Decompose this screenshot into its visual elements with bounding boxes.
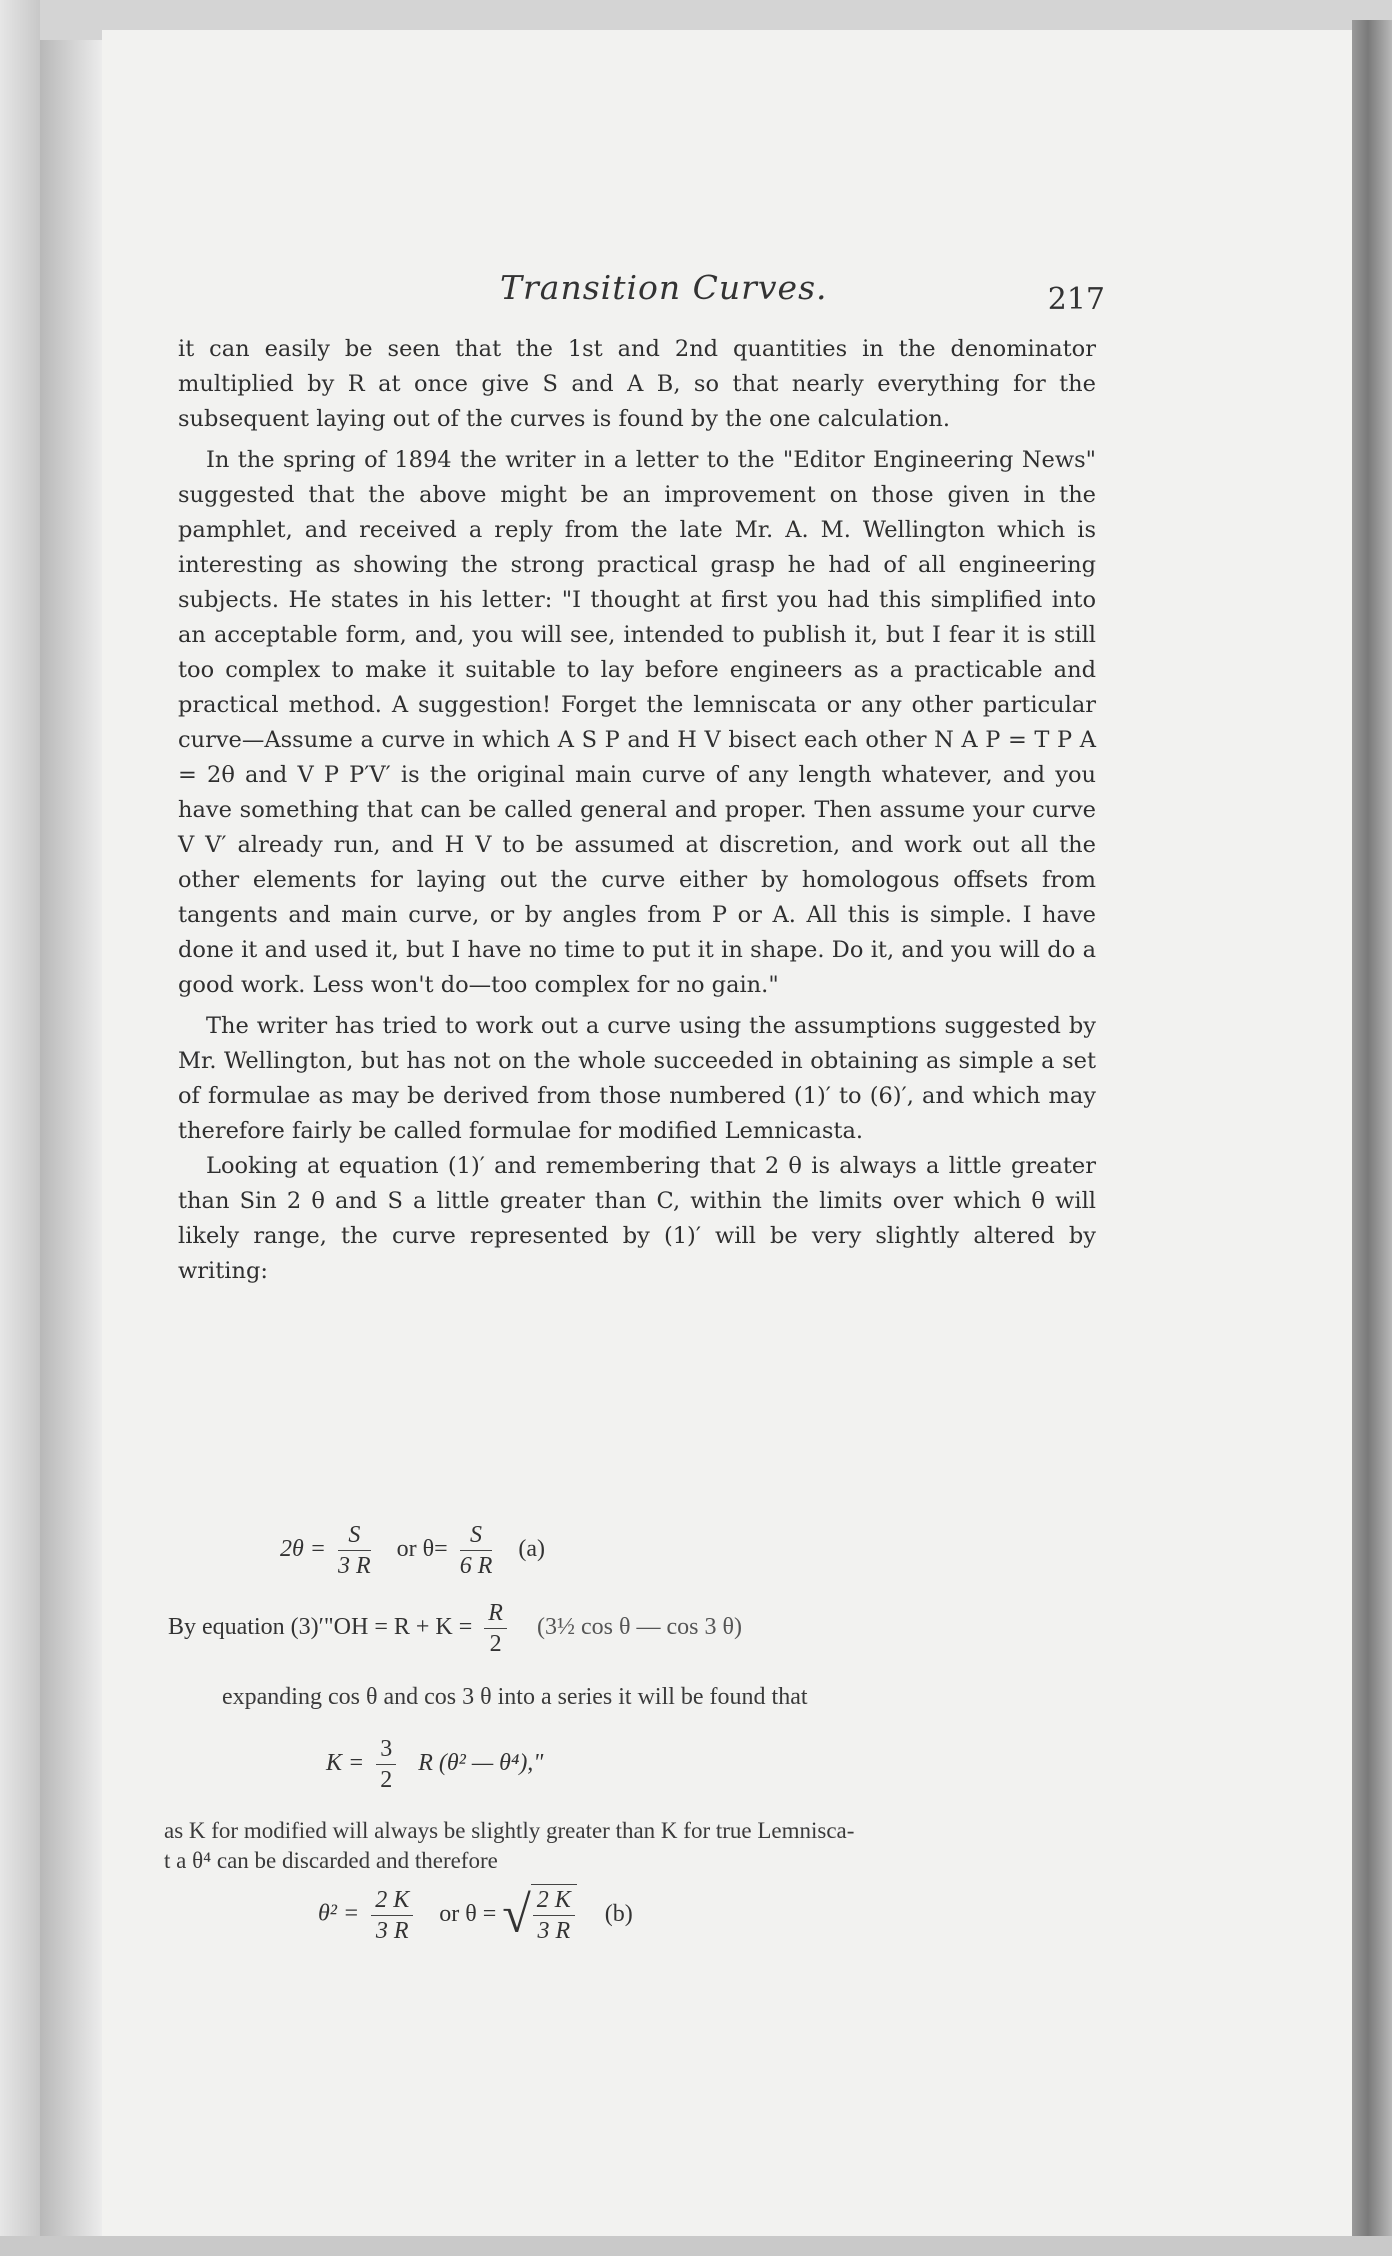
binding-shadow (40, 40, 102, 2240)
equation-a (280, 1520, 545, 1581)
paragraph-3: The writer has tried to work out a curve using the assumptions suggested by Mr. Wellington, but has not on the whole succeeded in obtaining as simple a set of formulae as may be derived from those numbered (1)′ to (6)′, and which may therefore fairly be called formulae for modified Lemnicasta. (178, 1013, 1096, 1144)
square-root (502, 1884, 577, 1946)
equation-k-lhs: K = (326, 1750, 365, 1777)
scan-left-margin (0, 0, 40, 2256)
equation-oh-prefix: By equation (3)′"OH = R + K = (168, 1614, 473, 1641)
paragraph-2: In the spring of 1894 the writer in a letter to the "Editor Engineering News" suggested that the above might be an improvement on those given in the pamphlet, and received a reply from the late Mr. A. M. Wellington which is interesting as showing the strong practical grasp he had of all engineering subjects. He states in his letter: "I thought at first you had this simplified into an acceptable form, and, you will see, intended to publish it, but I fear it is still too complex to make it suitable to lay before engineers as a practicable and practical method. A suggestion! Forget the lemniscata or any other particular curve—Assume a curve in which A S P and H V bisect each other N A P = T P A = 2θ and V P P′V′ is the original main curve of any length whatever, and you have something that can be called general and proper. Then assume your curve V V′ already run, and H V to be assumed at discretion, and work out all the other elements for laying out the curve either by homologous offsets from tangents and main curve, or by angles from P or A. All this is simple. I have done it and used it, but I have no time to put it in shape. Do it, and you will do a good work. Less won't do—too complex for no gain." (178, 447, 1096, 998)
radical-sign: √ (502, 1886, 531, 1944)
fraction: $\frac{R}{2}$ (484, 1598, 507, 1659)
equation-a-lhs: 2θ = (280, 1536, 326, 1563)
equation-oh-rest: (3½ cos θ — cos 3 θ) (536, 1614, 742, 1641)
fraction: $\frac{2 K}{3 R}$ (533, 1885, 575, 1946)
equation-tag: (a) (518, 1536, 545, 1563)
as-k-line-2: t a θ⁴ can be discarded and therefore (164, 1848, 498, 1873)
paragraph-1: it can easily be seen that the 1st and 2nd quantities in the denominator multiplied by R at once give S and A B, so that nearly everything for the subsequent laying out of the curves is found by the one calculation. (178, 336, 1096, 432)
scan-bottom-margin (0, 2236, 1392, 2256)
equation-oh (168, 1598, 742, 1659)
equation-a-or: or θ= (396, 1536, 448, 1563)
equation-k-rest: R (θ² — θ⁴)," (418, 1750, 544, 1777)
equation-k (326, 1734, 543, 1795)
as-k-line-1: as K for modified will always be slightly greater than K for true Lemnisca- (164, 1818, 855, 1843)
fraction: $\frac{S}{6 R}$ (459, 1522, 493, 1579)
running-title: Transition Curves. (500, 268, 828, 307)
equation-b (318, 1884, 633, 1946)
body-text (178, 332, 1096, 1289)
page-number: 217 (1047, 282, 1105, 317)
equation-b-or: or θ = (439, 1900, 497, 1927)
paragraph-4: Looking at equation (1)′ and remembering that 2 θ is always a little greater than Sin 2 θ and S a little greater than C, within the limits over which θ will likely range, the curve represented by (1)′ will be very slightly altered by writing: (178, 1153, 1096, 1284)
page-edge-shadow (1352, 20, 1392, 2256)
fraction: $\frac{3}{2}$ (376, 1734, 396, 1795)
fraction: $\frac{S}{3 R}$ (337, 1522, 371, 1579)
equation-b-lhs: θ² = (318, 1900, 360, 1927)
equation-tag: (b) (604, 1900, 633, 1927)
expanding-line: expanding cos θ and cos 3 θ into a series it will be found that (222, 1684, 808, 1710)
fraction: $\frac{2 K}{3 R}$ (371, 1885, 413, 1946)
page-header (170, 268, 1105, 328)
